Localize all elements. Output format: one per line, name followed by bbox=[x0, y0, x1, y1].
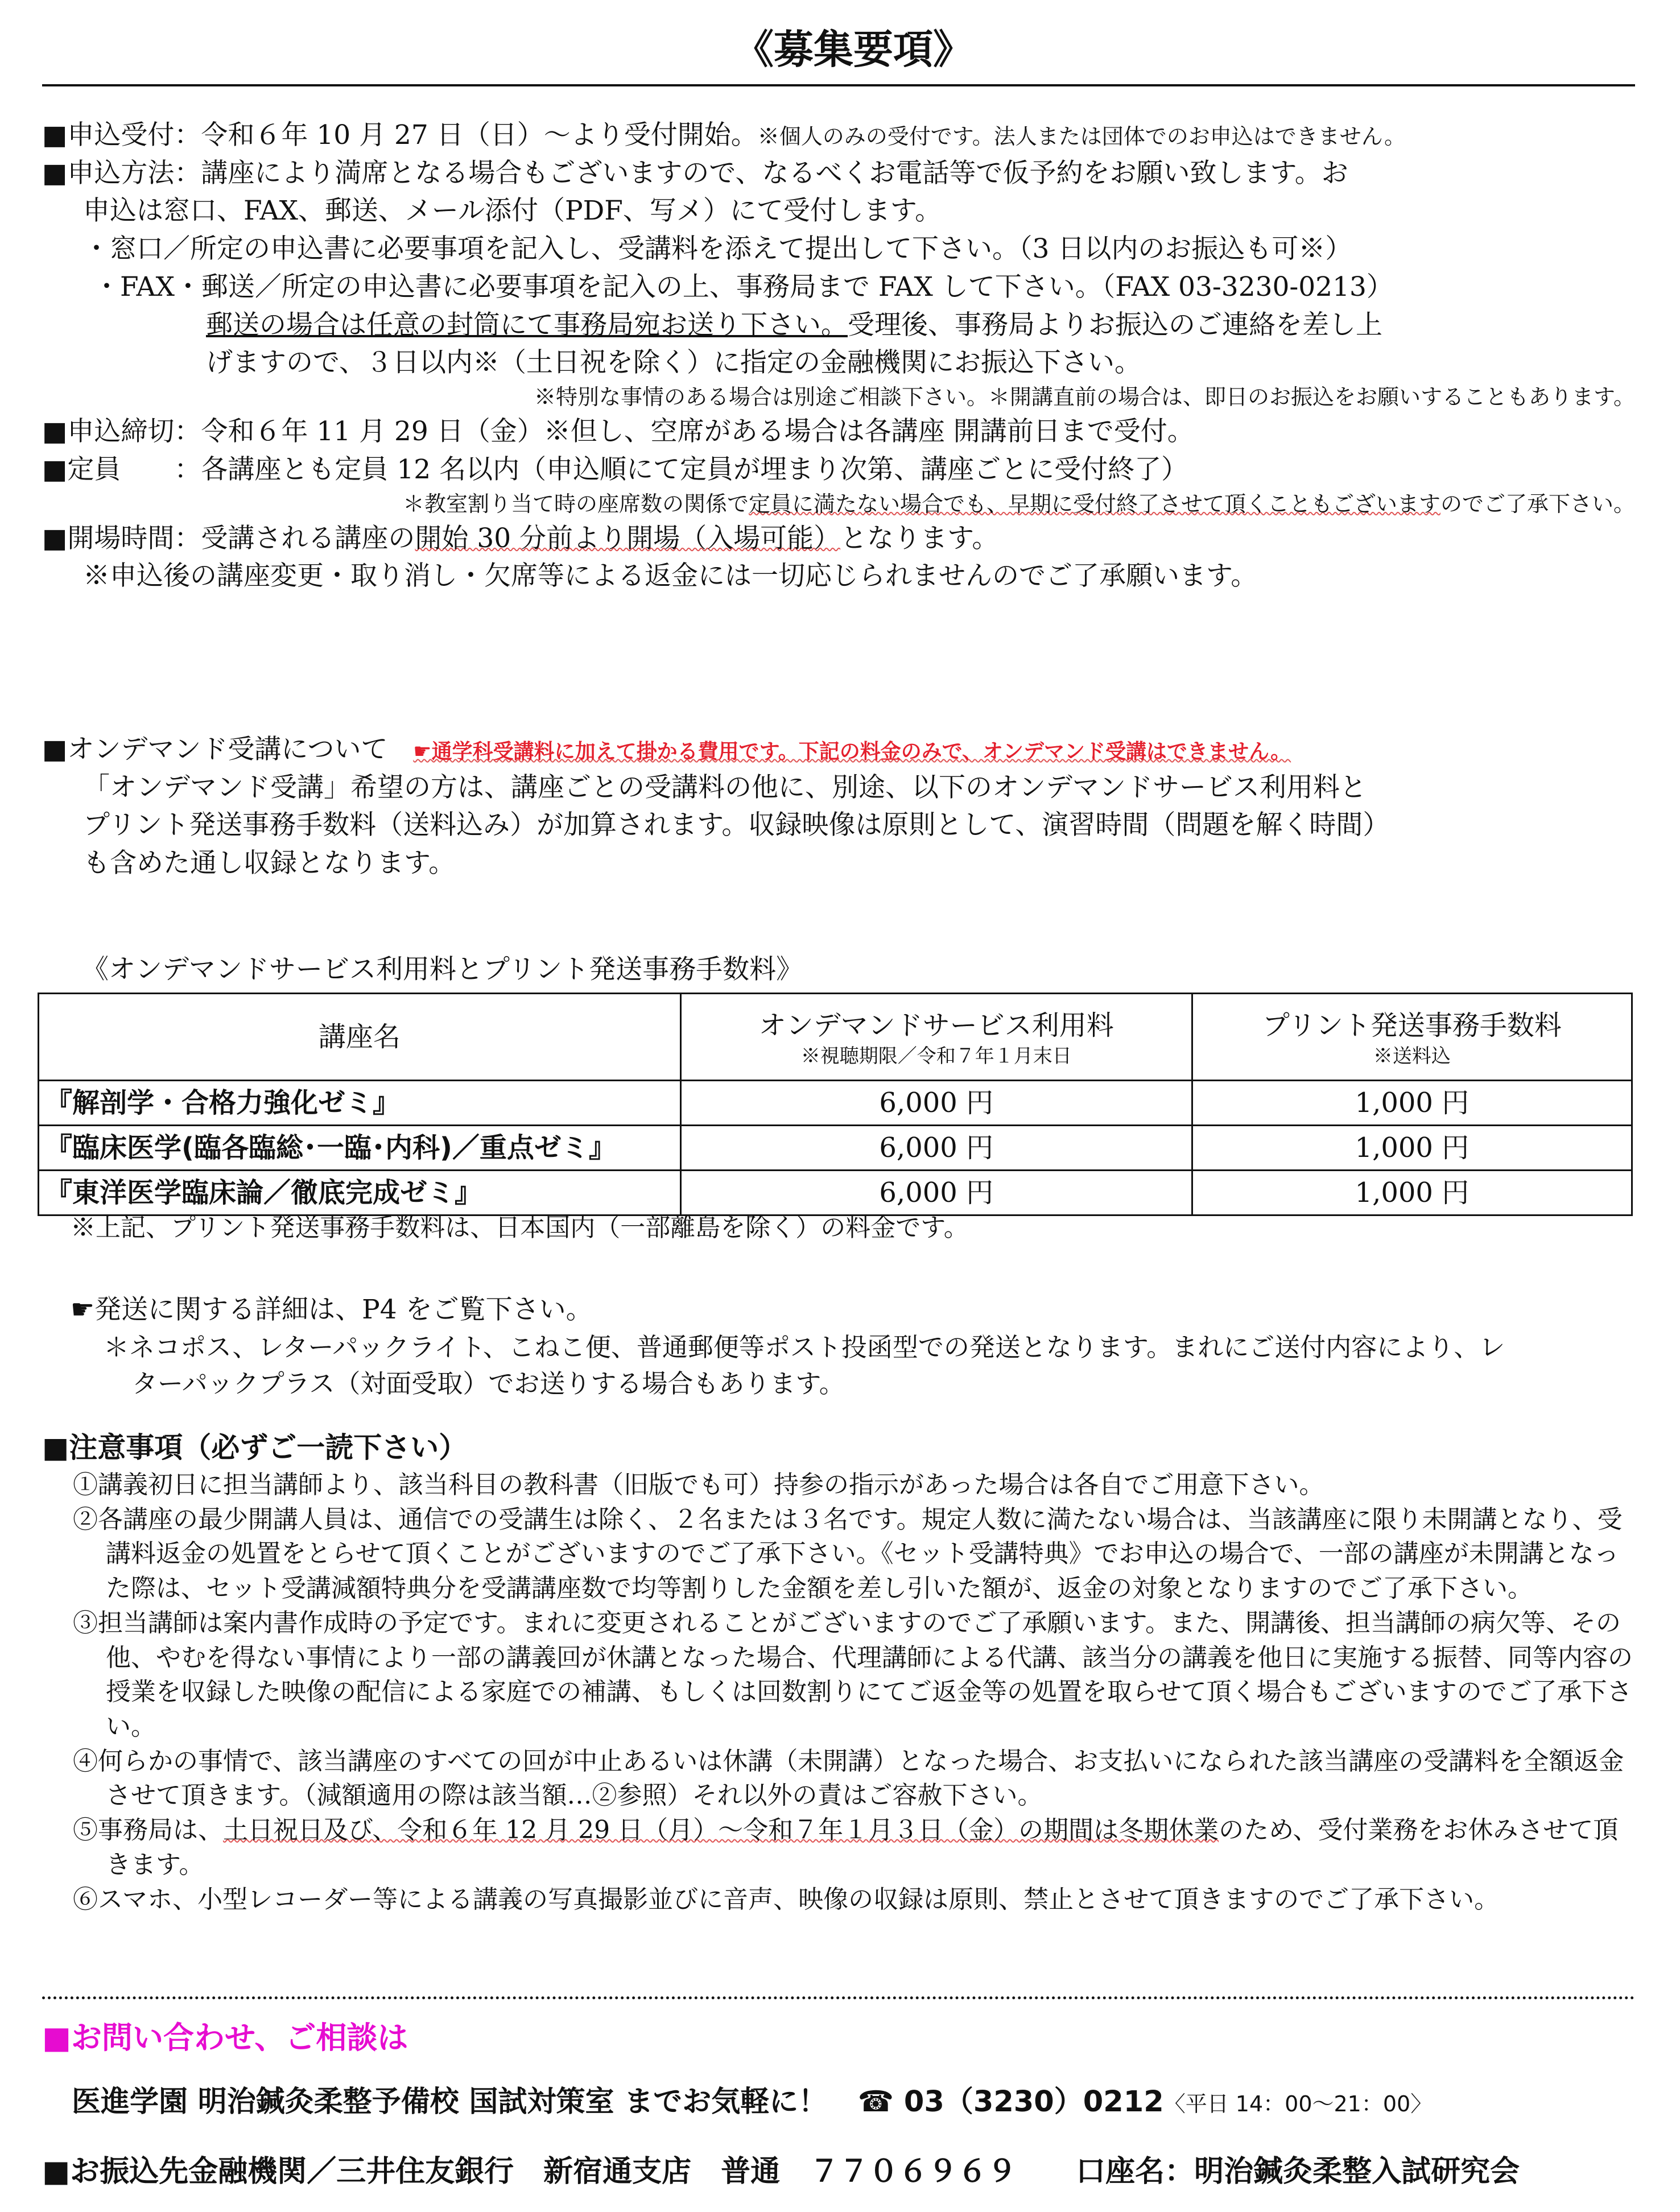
course-name: 『臨床医学(臨各臨総･一臨･内科)／重点ゼミ』 bbox=[39, 1126, 681, 1171]
caution-item-1: ①講義初日に担当講師より、該当科目の教科書（旧版でも可）持参の指示があった場合は各自でご用意下さい。 bbox=[73, 1470, 1324, 1499]
cautions-list bbox=[42, 1468, 1635, 1917]
caution-5-post: のため、受付業務をお休みさせて頂きます。 bbox=[106, 1816, 1619, 1879]
reception-note: ※個人のみの受付です。法人または団体でのお申込はできません。 bbox=[757, 124, 1406, 149]
shipping-note-2: ターパックプラス（対面受取）でお送りする場合もあります。 bbox=[132, 1368, 845, 1399]
capacity-note-pre: ＊教室割り当て時の座席数の関係で bbox=[402, 491, 749, 516]
application-section bbox=[42, 117, 1635, 596]
ondemand-section bbox=[42, 731, 1635, 883]
header-service bbox=[680, 994, 1192, 1081]
cautions-section bbox=[42, 1428, 1635, 1917]
course-name: 『東洋医学臨床論／徹底完成ゼミ』 bbox=[39, 1171, 681, 1215]
table-row bbox=[39, 1171, 1632, 1215]
method-line-2: 申込は窓口、FAX、郵送、メール添付（PDF、写メ）にて受付します。 bbox=[83, 195, 942, 227]
bank-info: ■お振込先金融機関／三井住友銀行 新宿通支店 普通 ７７０６９６９ 口座名：明治鍼灸柔整入試研究会 bbox=[42, 2155, 1520, 2189]
ondemand-heading-line bbox=[42, 731, 1635, 769]
print-fee: 1,000 円 bbox=[1192, 1126, 1632, 1171]
service-fee: 6,000 円 bbox=[680, 1081, 1192, 1126]
capacity-note-post: のでご了承下さい。 bbox=[1440, 491, 1635, 516]
caution-item-3: ③担当講師は案内書作成時の予定です。まれに変更されることがございますのでご了承願います。また、開講後、担当講師の病欠等、その他、やむを得ない事情により一部の講義回が休講となった場合、代理講師による代講、該当分の講義を他日に実施する振替、同等内容の授業を収録した映像の配信による家庭での補講、もしくは回数割りにてご返金等の処置を取らせて頂く場合もございますのでご了承下さい。 bbox=[73, 1608, 1633, 1742]
header-print bbox=[1192, 994, 1632, 1081]
header-service-note: ※視聴期限／令和７年１月末日 bbox=[800, 1044, 1072, 1068]
contact-text: 医進学園 明治鍼灸柔整予備校 国試対策室 までお気軽に！ bbox=[72, 2085, 828, 2119]
fax-line-2-rest: 受理後、事務局よりお振込のご連絡を差し上 bbox=[848, 309, 1382, 341]
fax-line-1: ・FAX・郵送／所定の申込書に必要事項を記入の上、事務局まで FAX して下さい。（FAX 03-3230-0213） bbox=[93, 271, 1393, 303]
service-fee: 6,000 円 bbox=[680, 1126, 1192, 1171]
course-name: 『解剖学・合格力強化ゼミ』 bbox=[39, 1081, 681, 1126]
shipping-section bbox=[42, 1291, 1664, 1402]
table-note: ※上記、プリント発送事務手数料は、日本国内（一部離島を除く）の料金です。 bbox=[71, 1213, 969, 1242]
shipping-note-1: ＊ネコポス、レターパックライト、こねこ便、普通郵便等ポスト投函型での発送となります。まれにご送付内容により、レ bbox=[104, 1332, 1505, 1362]
print-fee: 1,000 円 bbox=[1192, 1081, 1632, 1126]
special-note: ※特別な事情のある場合は別途ご相談下さい。＊開講直前の場合は、即日のお振込をお願いすることもあります。 bbox=[534, 384, 1635, 410]
phone-icon: ☎ bbox=[857, 2085, 894, 2119]
table-row bbox=[39, 1126, 1632, 1171]
contact-heading: ■お問い合わせ、ご相談は bbox=[42, 2020, 408, 2056]
dotted-divider bbox=[42, 1996, 1635, 1999]
opening-pre: ■開場時間：受講される講座の bbox=[42, 522, 415, 554]
table-title: 《オンデマンドサービス利用料とプリント発送事務手数料》 bbox=[82, 954, 803, 985]
capacity-note bbox=[42, 489, 1635, 520]
page-title: 《募集要項》 bbox=[734, 26, 973, 73]
header-service-label: オンデマンドサービス利用料 bbox=[758, 1009, 1114, 1041]
ondemand-heading: ■オンデマンド受講について bbox=[42, 734, 388, 765]
shipping-note bbox=[71, 1329, 1664, 1402]
refund-line: ※申込後の講座変更・取り消し・欠席等による返金には一切応じられませんのでご了承願います。 bbox=[83, 560, 1258, 592]
capacity-line: ■定員 ：各講座とも定員 12 名以内（申込順にて定員が埋まり次第、講座ごとに受付終了） bbox=[42, 453, 1188, 485]
table-row bbox=[39, 1081, 1632, 1126]
caution-5-pre: ⑤事務局は、 bbox=[73, 1816, 223, 1845]
cautions-heading: ■注意事項（必ずご一読下さい） bbox=[42, 1431, 468, 1464]
fee-table bbox=[38, 993, 1633, 1216]
fax-line-2 bbox=[42, 307, 1635, 345]
mail-underlined-text: 郵送の場合は任意の封筒にて事務局宛お送り下さい。 bbox=[206, 309, 848, 341]
contact-line bbox=[72, 2082, 1432, 2123]
office-hours: 〈平日 14：00〜21：00〉 bbox=[1163, 2091, 1433, 2116]
ondemand-body-3: も含めた通し収録となります。 bbox=[83, 847, 456, 879]
caution-item-4: ④何らかの事情で、該当講座のすべての回が中止あるいは休講（未開講）となった場合、お支払いになられた該当講座の受講料を全額返金させて頂きます。（減額適用の際は該当額…②参照）それ以外の責はご容赦下さい。 bbox=[73, 1746, 1624, 1810]
reception-line bbox=[42, 117, 1635, 155]
title-rule bbox=[42, 84, 1635, 86]
capacity-note-emphasis: 定員に満たない場合でも、早期に受付終了させて頂くこともございます bbox=[748, 491, 1440, 516]
print-fee: 1,000 円 bbox=[1192, 1171, 1632, 1215]
fee-table-header bbox=[39, 994, 1632, 1081]
fax-line-3: げますので、３日以内※（土日祝を除く）に指定の金融機関にお振込下さい。 bbox=[206, 347, 1142, 379]
header-print-note: ※送料込 bbox=[1373, 1044, 1451, 1068]
service-fee: 6,000 円 bbox=[680, 1171, 1192, 1215]
caution-item-5 bbox=[73, 1813, 1635, 1882]
header-print-label: プリント発送事務手数料 bbox=[1262, 1009, 1562, 1041]
caution-item-2: ②各講座の最少開講人員は、通信での受講生は除く、２名または３名です。規定人数に満たない場合は、当該講座に限り未開講となり、受講料返金の処置をとらせて頂くことがございますのでご了承下さい。《セット受講特典》でお申込の場合で、一部の講座が未開講となった際は、セット受講減額特典分を受講講座数で均等割りした金額を差し引いた額が、返金の対象となりますのでご了承下さい。 bbox=[73, 1504, 1623, 1603]
reception-text: ■申込受付：令和６年 10 月 27 日（日）〜より受付開始。 bbox=[42, 119, 758, 151]
caution-item-6: ⑥スマホ、小型レコーダー等による講義の写真撮影並びに音声、映像の収録は原則、禁止とさせて頂きますのでご了承下さい。 bbox=[73, 1884, 1500, 1914]
caution-5-emphasis: 土日祝日及び、令和６年 12 月 29 日（月）〜令和７年１月３日（金）の期間は冬期休業 bbox=[223, 1816, 1219, 1845]
phone-number: 03（3230）0212 bbox=[903, 2085, 1164, 2119]
ondemand-body-2: プリント発送事務手数料（送料込み）が加算されます。収録映像は原則として、演習時間（問題を解く時間） bbox=[83, 809, 1390, 841]
header-course: 講座名 bbox=[39, 994, 681, 1081]
method-line-1: ■申込方法：講座により満席となる場合もございますので、なるべくお電話等で仮予約をお願い致します。お bbox=[42, 157, 1348, 189]
ondemand-red-note: ☛通学科受講料に加えて掛かる費用です。下記の料金のみで、オンデマンド受講はできません。 bbox=[413, 740, 1291, 763]
opening-post: となります。 bbox=[840, 522, 999, 554]
opening-emphasis: 開始 30 分前より開場（入場可能） bbox=[415, 522, 841, 554]
deadline-line: ■申込締切：令和６年 11 月 29 日（金）※但し、空席がある場合は各講座 開講前日まで受付。 bbox=[42, 416, 1194, 448]
ondemand-body-1: 「オンデマンド受講」希望の方は、講座ごとの受講料の他に、別途、以下のオンデマンドサービス利用料と bbox=[83, 771, 1367, 803]
opening-line bbox=[42, 520, 1635, 558]
window-line: ・窓口／所定の申込書に必要事項を記入し、受講料を添えて提出して下さい。（3 日以内のお振込も可※） bbox=[83, 233, 1352, 265]
shipping-detail: ☛発送に関する詳細は、P4 をご覧下さい。 bbox=[71, 1294, 593, 1325]
